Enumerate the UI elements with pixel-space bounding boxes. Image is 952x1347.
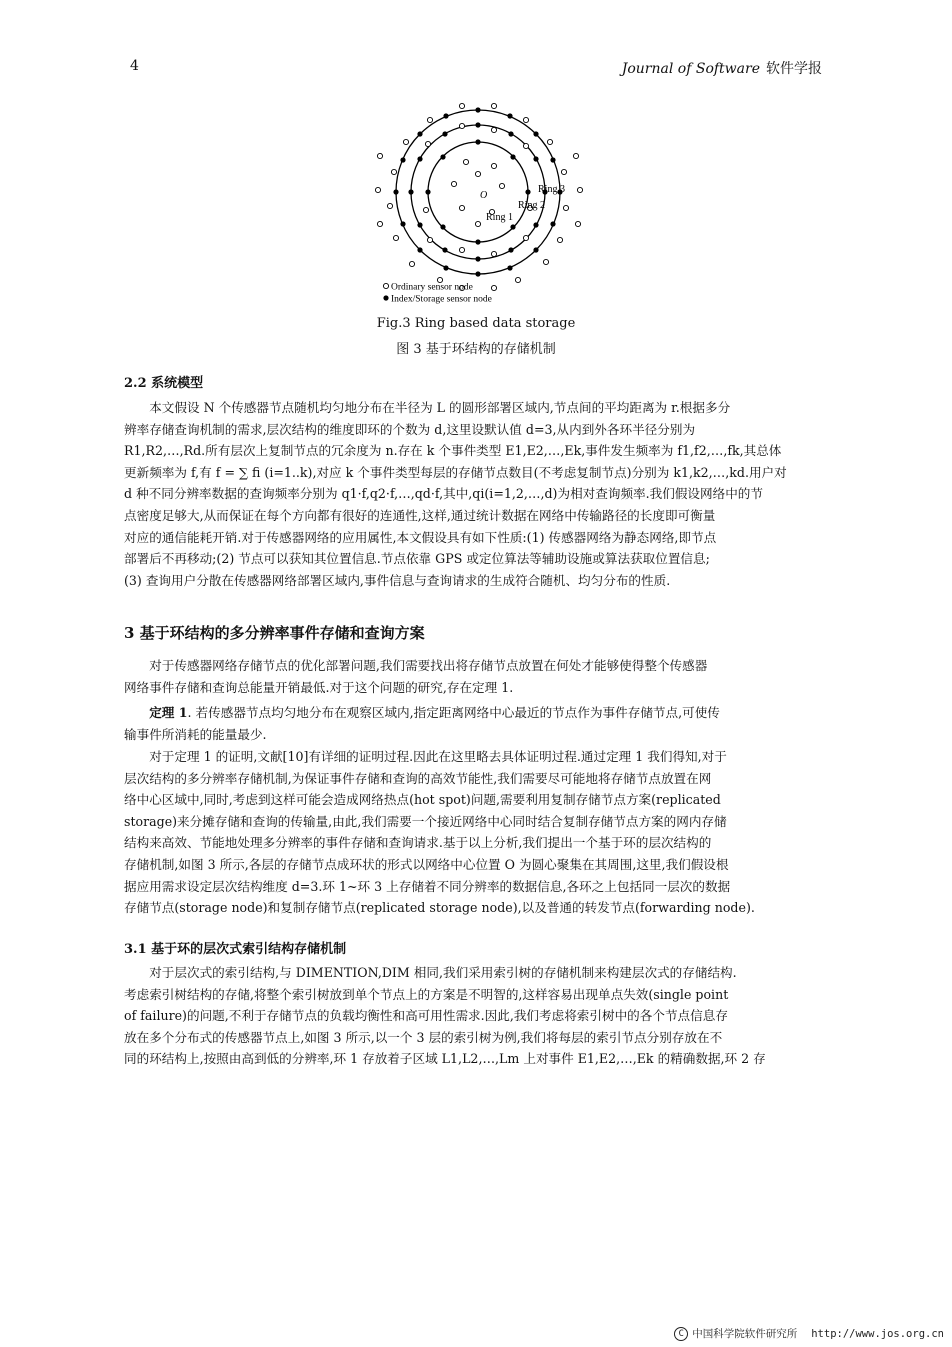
section-2-2-paragraph bbox=[124, 397, 826, 591]
ordinary-nodes bbox=[375, 103, 582, 290]
journal-title: Journal of Software bbox=[621, 61, 760, 77]
ring-1-label: Ring 1 bbox=[486, 212, 513, 223]
section-3-heading: 3 基于环结构的多分辨率事件存储和查询方案 bbox=[124, 624, 425, 642]
text-line: . 若传感器节点均匀地分布在观察区域内,指定距离网络中心最近的节点作为事件存储节点,可使传 bbox=[187, 705, 720, 720]
legend-index-label: Index/Storage sensor node bbox=[391, 294, 492, 305]
figure-ring-storage bbox=[370, 100, 590, 310]
page-footer bbox=[674, 1326, 944, 1341]
center-o-label: O bbox=[480, 190, 488, 201]
ring-diagram bbox=[370, 100, 590, 310]
text-line: (3) 查询用户分散在传感器网络部署区域内,事件信息与查询请求的生成符合随机、均匀分布的性质. bbox=[124, 572, 671, 588]
text-line: 部署后不再移动;(2) 节点可以获知其位置信息.节点依靠 GPS 或定位算法等辅助设施或算法获取位置信息; bbox=[124, 551, 710, 567]
text-line: 本文假设 N 个传感器节点随机均匀地分布在半径为 L 的圆形部署区域内,节点间的平均距离为 r.根据多分 bbox=[149, 400, 731, 415]
legend-ordinary-label: Ordinary sensor node bbox=[391, 282, 473, 293]
text-line: 更新频率为 f,有 f = ∑ fi (i=1..k),对应 k 个事件类型每层的存储节点数目(不考虑复制节点)分别为 k1,k2,…,kd.用户对 bbox=[124, 464, 787, 480]
section-3-1-heading: 3.1 基于环的层次式索引结构存储机制 bbox=[124, 942, 347, 957]
text-line: 对应的通信能耗开销.对于传感器网络的应用属性,本文假设具有如下性质:(1) 传感器网络为静态网络,即节点 bbox=[124, 529, 717, 545]
legend-ordinary-marker bbox=[383, 283, 388, 288]
text-line: 放在多个分布式的传感器节点上,如图 3 所示,以一个 3 层的索引树为例,我们将每层的索引节点分别存放在不 bbox=[124, 1029, 723, 1045]
text-line: R1,R2,…,Rd.所有层次上复制节点的冗余度为 n.存在 k 个事件类型 E1,E2,…,Ek,事件发生频率为 f1,f2,…,fk,其总体 bbox=[124, 443, 782, 459]
text-line: 存储节点(storage node)和复制存储节点(replicated storage node),以及普通的转发节点(forwarding node). bbox=[124, 900, 755, 916]
section-2-2-heading: 2.2 系统模型 bbox=[124, 376, 204, 391]
section-3-paragraph-2 bbox=[124, 746, 826, 919]
running-head bbox=[622, 58, 822, 78]
text-line: storage)来分摊存储和查询的传输量,由此,我们需要一个接近网络中心同时结合复制存储节点方案的网内存储 bbox=[124, 813, 727, 829]
text-line: 对于定理 1 的证明,文献[10]有详细的证明过程.因此在这里略去具体证明过程.通过定理 1 我们得知,对于 bbox=[149, 749, 727, 764]
text-line: 结构来高效、节能地处理多分辨率的事件存储和查询请求.基于以上分析,我们提出一个基于环的层次结构的 bbox=[124, 835, 712, 851]
journal-title-cn: 软件学报 bbox=[766, 61, 822, 77]
section-3-1-paragraph bbox=[124, 962, 826, 1070]
ring-3-label: Ring 3 bbox=[538, 184, 565, 195]
footer-org: 中国科学院软件研究所 bbox=[692, 1328, 798, 1340]
figure-caption-cn: 图 3 基于环结构的存储机制 bbox=[396, 342, 556, 357]
text-line: 存储机制,如图 3 所示,各层的存储节点成环状的形式以网络中心位置 O 为圆心聚集在其周围,这里,我们假设根 bbox=[124, 856, 729, 872]
footer-url[interactable]: http://www.jos.org.cn bbox=[811, 1328, 944, 1340]
page-number: 4 bbox=[130, 58, 139, 74]
text-line: 辨率存储查询机制的需求,层次结构的维度即环的个数为 d,这里设默认值 d=3,从内到外各环半径分别为 bbox=[124, 421, 696, 437]
text-line: 对于层次式的索引结构,与 DIMENTION,DIM 相同,我们采用索引树的存储机制来构建层次式的存储结构. bbox=[149, 965, 737, 980]
text-line: 对于传感器网络存储节点的优化部署问题,我们需要找出将存储节点放置在何处才能够使得整个传感器 bbox=[149, 658, 708, 673]
text-line: 网络事件存储和查询总能量开销最低.对于这个问题的研究,存在定理 1. bbox=[124, 679, 514, 695]
text-line: 络中心区域中,同时,考虑到这样可能会造成网络热点(hot spot)问题,需要利用复制存储节点方案(replicated bbox=[124, 792, 721, 808]
text-line: 输事件所消耗的能量最少. bbox=[124, 726, 267, 742]
copyright-icon: C bbox=[674, 1327, 688, 1341]
text-line: 考虑索引树结构的存储,将整个索引树放到单个节点上的方案是不明智的,这样容易出现单点失效(single point bbox=[124, 986, 729, 1002]
ring-2-label: Ring 2 bbox=[518, 200, 545, 211]
text-line: 同的环结构上,按照由高到低的分辨率,环 1 存放着子区域 L1,L2,…,Lm 上对事件 E1,E2,…,Ek 的精确数据,环 2 存 bbox=[124, 1051, 766, 1067]
text-line: 点密度足够大,从而保证在每个方向都有很好的连通性,这样,通过统计数据在网络中传输路径的长度即可衡量 bbox=[124, 507, 716, 523]
section-3-paragraph-1 bbox=[124, 655, 826, 698]
text-line: d 种不同分辨率数据的查询频率分别为 q1·f,q2·f,…,qd·f,其中,qi(i=1,2,…,d)为相对查询频率.我们假设网络中的节 bbox=[124, 486, 763, 502]
text-line: 据应用需求设定层次结构维度 d=3.环 1~环 3 上存储着不同分辨率的数据信息,各环之上包括同一层次的数据 bbox=[124, 878, 731, 894]
theorem-label: 定理 1 bbox=[149, 705, 188, 720]
legend-index-marker bbox=[383, 295, 388, 300]
theorem-1 bbox=[124, 702, 826, 745]
text-line: 层次结构的多分辨率存储机制,为保证事件存储和查询的高效节能性,我们需要尽可能地将存储节点放置在网 bbox=[124, 770, 712, 786]
text-line: of failure)的问题,不利于存储节点的负载均衡性和高可用性需求.因此,我们考虑将索引树中的各个节点信息存 bbox=[124, 1008, 728, 1024]
figure-caption-en: Fig.3 Ring based data storage bbox=[376, 316, 576, 331]
